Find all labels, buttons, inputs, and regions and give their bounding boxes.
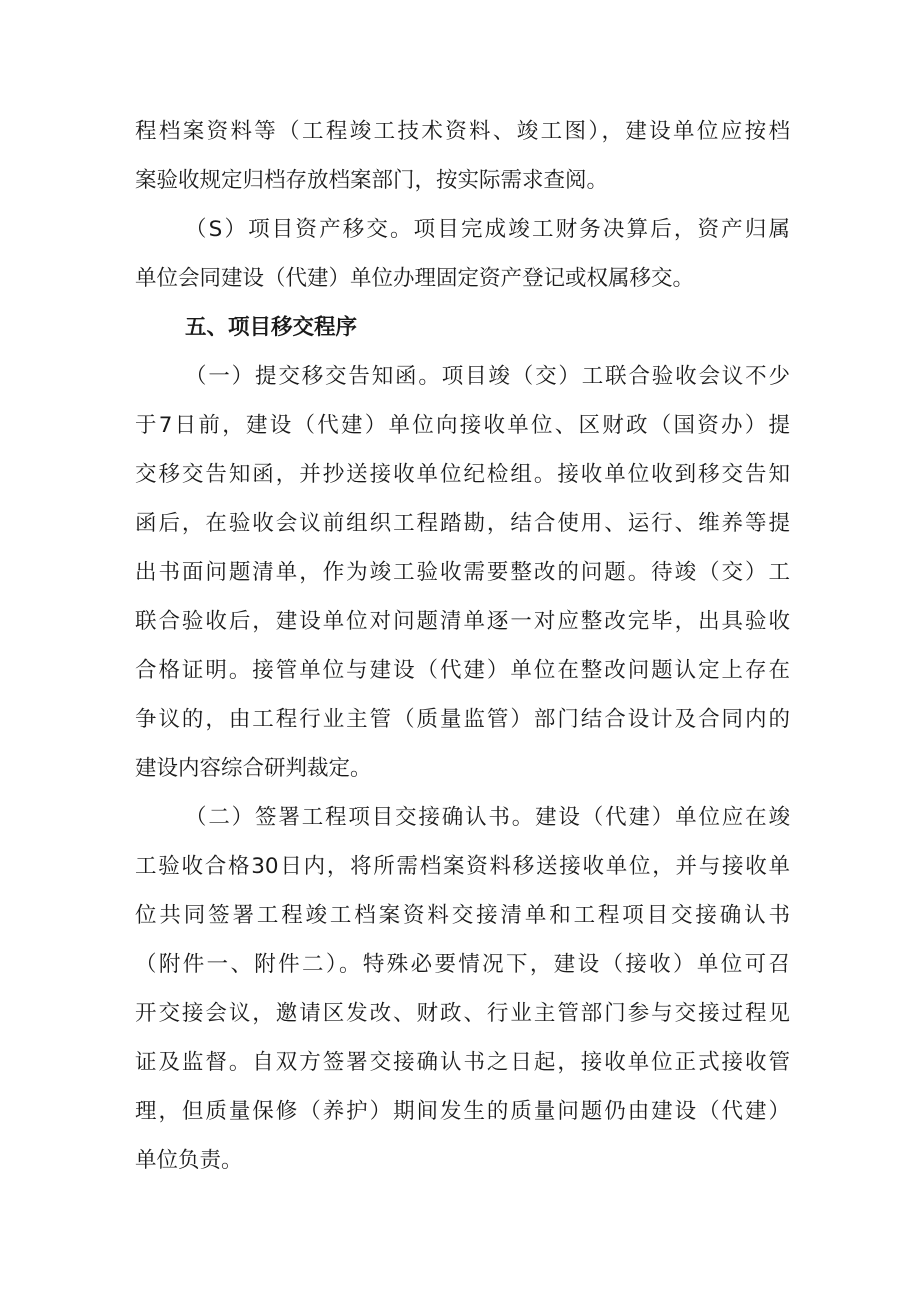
text-line: 单位负责。 — [135, 1148, 243, 1173]
text-line: 联合验收后，建设单位对问题清单逐一对应整改完毕，出具验收 — [135, 609, 790, 634]
text-line: 开交接会议，邀请区发改、财政、行业主管部门参与交接过程见 — [135, 1001, 790, 1026]
text-line: 程档案资料等（工程竣工技术资料、竣工图），建设单位应按档 — [135, 119, 790, 144]
text-line: （二）签署工程项目交接确认书。建设（代建）单位应在竣 — [185, 805, 790, 830]
text-line: （附件一、附件二）。特殊必要情况下，建设（接收）单位可召 — [135, 952, 790, 977]
text-line: 出书面问题清单，作为竣工验收需要整改的问题。待竣（交）工 — [135, 560, 790, 585]
text-line: （S）项目资产移交。项目完成竣工财务决算后，资产归属 — [185, 217, 790, 242]
text-line: 于7日前，建设（代建）单位向接收单位、区财政（国资办）提 — [135, 413, 790, 438]
text-line: 理，但质量保修（养护）期间发生的质量问题仍由建设（代建） — [135, 1099, 790, 1124]
text-line: 位共同签署工程竣工档案资料交接清单和工程项目交接确认书 — [135, 903, 790, 928]
text-line: 争议的，由工程行业主管（质量监管）部门结合设计及合同内的 — [135, 707, 790, 732]
section-heading: 五、项目移交程序 — [185, 315, 358, 340]
text-line: 函后，在验收会议前组织工程踏勘，结合使用、运行、维养等提 — [135, 511, 790, 536]
text-line: 工验收合格30日内，将所需档案资料移送接收单位，并与接收单 — [135, 854, 790, 879]
text-line: 建设内容综合研判裁定。 — [135, 756, 372, 781]
text-line: （一）提交移交告知函。项目竣（交）工联合验收会议不少 — [185, 364, 790, 389]
text-line: 单位会同建设（代建）单位办理固定资产登记或权属移交。 — [135, 266, 695, 291]
text-line: 交移交告知函，并抄送接收单位纪检组。接收单位收到移交告知 — [135, 462, 790, 487]
text-line: 合格证明。接管单位与建设（代建）单位在整改问题认定上存在 — [135, 658, 790, 683]
text-line: 案验收规定归档存放档案部门，按实际需求查阅。 — [135, 168, 609, 193]
text-line: 证及监督。自双方签署交接确认书之日起，接收单位正式接收管 — [135, 1050, 790, 1075]
